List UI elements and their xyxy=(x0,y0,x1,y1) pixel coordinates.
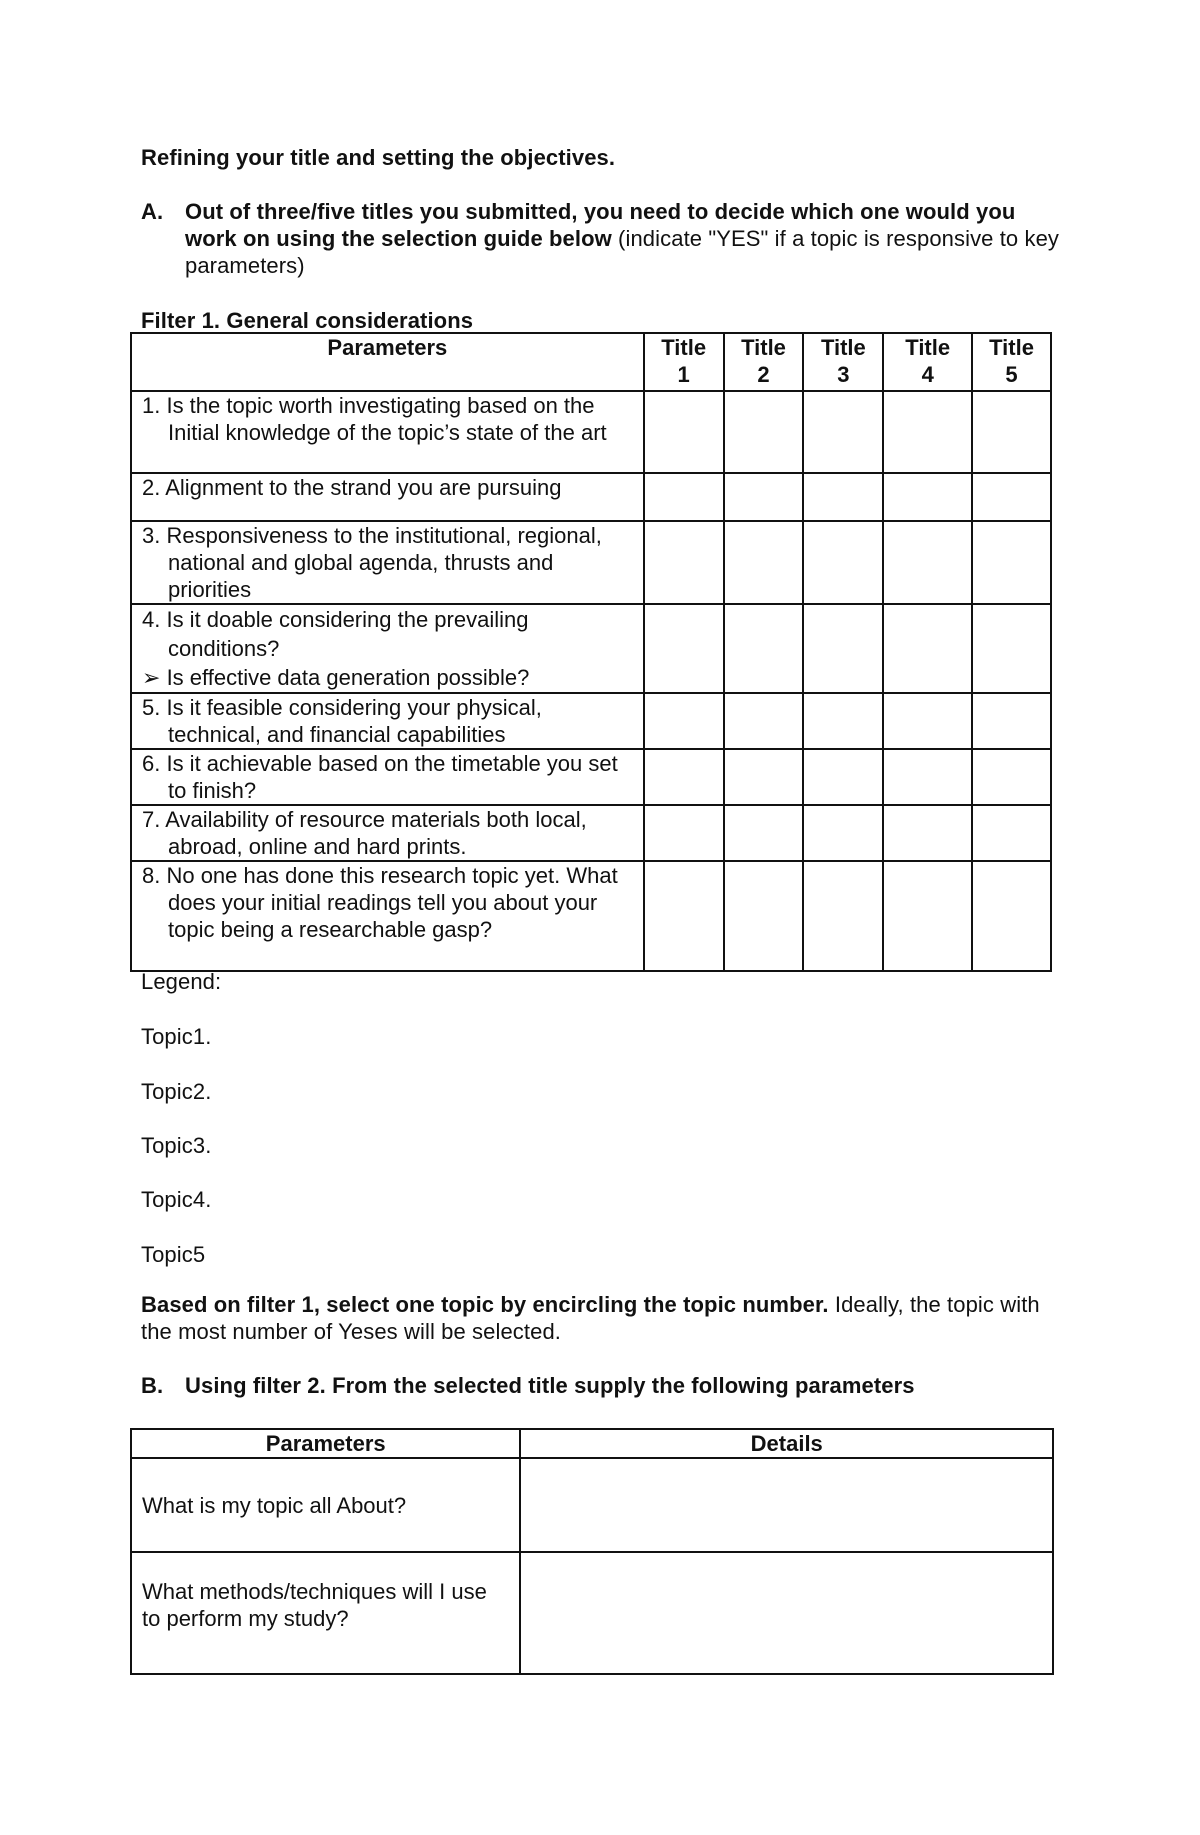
filter1-title: Filter 1. General considerations xyxy=(141,308,474,333)
based-on-bold: Based on filter 1, select one topic by encircling the topic number. xyxy=(141,1292,829,1317)
legend-topic-3: Topic3. xyxy=(141,1133,212,1158)
parameter-cell: 4. Is it doable considering the prevailing conditions? ➢ Is effective data generation possible? xyxy=(131,604,644,693)
title-1-cell[interactable] xyxy=(644,805,724,861)
parameters-header: Parameters xyxy=(131,333,644,391)
table-row xyxy=(131,749,1051,805)
title-3-cell[interactable] xyxy=(803,391,883,473)
title-4-cell[interactable] xyxy=(883,805,972,861)
table-row xyxy=(131,805,1051,861)
parameters-header: Parameters xyxy=(131,1429,520,1458)
filter1-table xyxy=(130,332,1052,972)
title-5-cell[interactable] xyxy=(972,693,1051,749)
table-row xyxy=(131,693,1051,749)
title-3-header: Title 3 xyxy=(803,333,883,391)
legend-topic-4: Topic4. xyxy=(141,1187,212,1212)
title-4-cell[interactable] xyxy=(883,391,972,473)
title-4-cell[interactable] xyxy=(883,693,972,749)
table-row xyxy=(131,1458,1053,1552)
title-3-cell[interactable] xyxy=(803,693,883,749)
title-5-cell[interactable] xyxy=(972,521,1051,604)
section-b-instructions: Using filter 2. From the selected title supply the following parameters xyxy=(185,1373,915,1398)
details-header: Details xyxy=(520,1429,1053,1458)
title-1-cell[interactable] xyxy=(644,693,724,749)
title-4-cell[interactable] xyxy=(883,521,972,604)
title-4-cell[interactable] xyxy=(883,861,972,971)
title-1-cell[interactable] xyxy=(644,391,724,473)
parameter-cell: 5. Is it feasible considering your physical, technical, and financial capabilities xyxy=(131,693,644,749)
parameter-cell: What is my topic all About? xyxy=(131,1458,520,1552)
title-2-cell[interactable] xyxy=(724,861,804,971)
based-on-normal: Ideally, the topic with the most number of Yeses will be selected. xyxy=(141,1292,1040,1344)
title-2-cell[interactable] xyxy=(724,749,804,805)
section-a-bold-text: Out of three/five titles you submitted, you need to decide which one would you work on using the selection guide below xyxy=(185,199,1016,251)
page-heading: Refining your title and setting the objectives. xyxy=(141,145,616,170)
title-3-cell[interactable] xyxy=(803,604,883,693)
title-1-header: Title 1 xyxy=(644,333,724,391)
title-4-cell[interactable] xyxy=(883,604,972,693)
title-1-cell[interactable] xyxy=(644,749,724,805)
filter2-table xyxy=(130,1428,1054,1675)
title-1-cell[interactable] xyxy=(644,861,724,971)
title-5-header: Title 5 xyxy=(972,333,1051,391)
legend-label: Legend: xyxy=(141,969,222,994)
parameter-cell: 8. No one has done this research topic yet. What does your initial readings tell you about your topic being a researchable gasp? xyxy=(131,861,644,971)
title-4-cell[interactable] xyxy=(883,473,972,521)
parameter-cell: 7. Availability of resource materials both local, abroad, online and hard prints. xyxy=(131,805,644,861)
parameter-cell: 2. Alignment to the strand you are pursuing xyxy=(131,473,644,521)
table-row xyxy=(131,473,1051,521)
title-2-cell[interactable] xyxy=(724,521,804,604)
table-row xyxy=(131,1552,1053,1674)
title-5-cell[interactable] xyxy=(972,473,1051,521)
title-5-cell[interactable] xyxy=(972,861,1051,971)
section-a-normal-text: (indicate "YES" if a topic is responsive to key parameters) xyxy=(185,226,1060,278)
title-4-cell[interactable] xyxy=(883,749,972,805)
filter2-header-row xyxy=(131,1429,1053,1458)
arrow-bullet-icon: ➢ xyxy=(142,665,161,690)
title-2-cell[interactable] xyxy=(724,805,804,861)
title-1-cell[interactable] xyxy=(644,473,724,521)
details-cell[interactable] xyxy=(520,1458,1053,1552)
title-1-cell[interactable] xyxy=(644,521,724,604)
table-row xyxy=(131,604,1051,693)
parameter-cell: 6. Is it achievable based on the timetable you set to finish? xyxy=(131,749,644,805)
table-row xyxy=(131,521,1051,604)
title-5-cell[interactable] xyxy=(972,749,1051,805)
bullet-text: Is effective data generation possible? xyxy=(166,665,530,690)
section-a-instructions xyxy=(185,198,1065,279)
title-3-cell[interactable] xyxy=(803,805,883,861)
title-2-cell[interactable] xyxy=(724,473,804,521)
details-cell[interactable] xyxy=(520,1552,1053,1674)
table-row xyxy=(131,861,1051,971)
title-1-cell[interactable] xyxy=(644,604,724,693)
section-b-letter: B. xyxy=(141,1373,164,1398)
legend-topic-5: Topic5 xyxy=(141,1242,206,1267)
title-2-cell[interactable] xyxy=(724,693,804,749)
title-2-cell[interactable] xyxy=(724,391,804,473)
title-3-cell[interactable] xyxy=(803,473,883,521)
legend-topic-2: Topic2. xyxy=(141,1079,212,1104)
based-on-instructions xyxy=(141,1291,1071,1345)
title-3-cell[interactable] xyxy=(803,521,883,604)
legend-topic-1: Topic1. xyxy=(141,1024,212,1049)
section-a-letter: A. xyxy=(141,199,164,224)
parameter-cell: 3. Responsiveness to the institutional, regional, national and global agenda, thrusts and priorities xyxy=(131,521,644,604)
title-5-cell[interactable] xyxy=(972,604,1051,693)
title-2-cell[interactable] xyxy=(724,604,804,693)
title-5-cell[interactable] xyxy=(972,391,1051,473)
title-2-header: Title 2 xyxy=(724,333,804,391)
title-4-header: Title 4 xyxy=(883,333,972,391)
table-row xyxy=(131,391,1051,473)
title-3-cell[interactable] xyxy=(803,861,883,971)
parameter-cell: What methods/techniques will I use to perform my study? xyxy=(131,1552,520,1674)
parameter-cell: 1. Is the topic worth investigating based on the Initial knowledge of the topic’s state of the art xyxy=(131,391,644,473)
filter1-header-row xyxy=(131,333,1051,391)
title-5-cell[interactable] xyxy=(972,805,1051,861)
title-3-cell[interactable] xyxy=(803,749,883,805)
